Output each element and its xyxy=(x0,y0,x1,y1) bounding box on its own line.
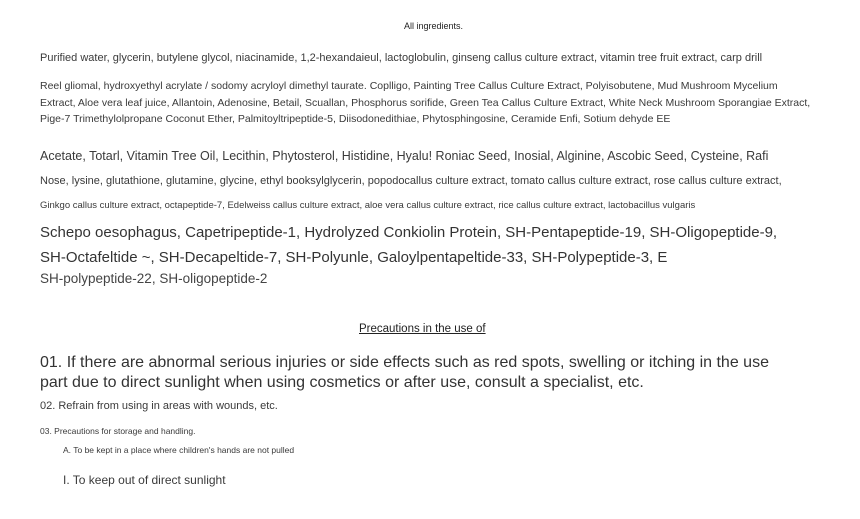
ingredients-line-4: Nose, lysine, glutathione, glutamine, glycine, ethyl booksylglycerin, popodocallus culture extract, tomato callus culture extract, rose callus culture extract, xyxy=(40,175,782,187)
document-title: All ingredients. xyxy=(404,21,464,31)
precaution-item-3: 03. Precautions for storage and handling. xyxy=(40,426,196,436)
ingredients-paragraph-2: Reel gliomal, hydroxyethyl acrylate / sodomy acryloyl dimethyl taurate. Coplligo, Painting Tree Callus Culture Extract, Polyisobutene, Mud Mushroom Mycelium Extract, Aloe vera leaf juice, Allantoin, Adenosine, Betail, Scuallan, Phosphorus sorifide, Green Tea Callus Culture Extract, White Neck Mushroom Sporangiae Extract, Pige-7 Trimethylolpropane Coconut Ether, Palmitoyltripeptide-5, Diisodonedithiae, Phytosphingosine, Ceramide Enfi, Sotium dehyde EE xyxy=(40,80,811,125)
ingredients-line-5: Ginkgo callus culture extract, octapeptide-7, Edelweiss callus culture extract, aloe vera callus culture extract, rice callus culture extract, lactobacillus vulgaris xyxy=(40,200,696,211)
ingredients-line-3: Acetate, Totarl, Vitamin Tree Oil, Lecithin, Phytosterol, Histidine, Hyalu! Roniac Seed, Inosial, Alginine, Ascobic Seed, Cysteine, Rafi xyxy=(40,149,769,163)
precaution-item-3b: I. To keep out of direct sunlight xyxy=(63,473,226,487)
precaution-item-1: 01. If there are abnormal serious injuries or side effects such as red spots, swelling or itching in the use part due to direct sunlight when using cosmetics or after use, consult a specialist, etc. xyxy=(40,354,769,391)
precaution-item-3a: A. To be kept in a place where children's hands are not pulled xyxy=(63,445,295,455)
ingredients-line-1: Purified water, glycerin, butylene glycol, niacinamide, 1,2-hexandaieul, lactoglobulin, ginseng callus culture extract, vitamin tree fruit extract, carp drill xyxy=(40,52,763,64)
precaution-item-2: 02. Refrain from using in areas with wounds, etc. xyxy=(40,400,278,412)
ingredients-line-7: SH-polypeptide-22, SH-oligopeptide-2 xyxy=(40,271,268,286)
precautions-heading: Precautions in the use of xyxy=(359,323,486,335)
ingredients-paragraph-6: Schepo oesophagus, Capetripeptide-1, Hydrolyzed Conkiolin Protein, SH-Pentapeptide-19, SH-Oligopeptide-9, SH-Octafeltide ~, SH-Decapeltide-7, SH-Polyunle, Galoylpentapeltide-33, SH-Polypeptide-3, E xyxy=(40,224,778,266)
